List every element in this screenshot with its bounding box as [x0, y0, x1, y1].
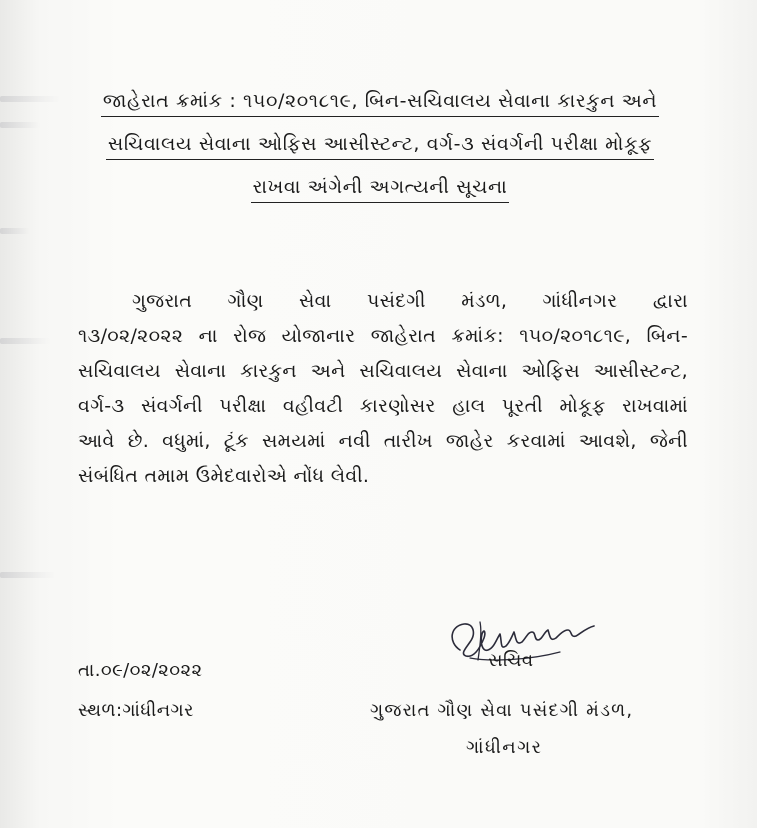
notice-heading: [40, 80, 720, 209]
bleed-through-mark: [0, 572, 55, 578]
heading-line-1: જાહેરાત ક્રમાંક : ૧૫૦/૨૦૧૮૧૯, બિન-સચિવાલય સેવાના કારકુન અને: [101, 86, 659, 117]
body-line-3: સચિવાલય સેવાના કારકુન અને સચિવાલય સેવાના ઓફિસ આસીસ્ટન્ટ,: [78, 360, 688, 382]
organization-name: ગુજરાત ગૌણ સેવા પસંદગી મંડળ,: [370, 700, 634, 721]
body-line-6: સંબંધિત તમામ ઉમેદવારોએ નોંધ લેવી.: [78, 465, 370, 487]
bleed-through-mark: [0, 338, 50, 344]
body-line-2: ૧૩/૦૨/૨૦૨૨ ના રોજ યોજાનાર જાહેરાત ક્રમાંક: ૧૫૦/૨૦૧૮૧૯, બિન-: [78, 325, 688, 347]
organization-city: ગાંધીનગર: [466, 737, 543, 758]
notice-body: [78, 284, 688, 494]
bleed-through-mark: [0, 228, 30, 234]
issue-place: સ્થળ:ગાંધીનગર: [78, 700, 194, 721]
signatory-title: સચિવ: [488, 650, 534, 671]
body-line-4: વર્ગ-૩ સંવર્ગની પરીક્ષા વહીવટી કારણોસર હાલ પૂરતી મોકૂફ રાખવામાં: [78, 395, 688, 417]
body-line-5: આવે છે. વધુમાં, ટૂંક સમયમાં નવી તારીખ જાહેર કરવામાં આવશે, જેની: [78, 430, 688, 452]
heading-line-2: સચિવાલય સેવાના ઓફિસ આસીસ્ટન્ટ, વર્ગ-૩ સંવર્ગની પરીક્ષા મોકૂફ: [106, 129, 654, 160]
bleed-through-mark: [0, 122, 40, 128]
heading-line-3: રાખવા અંગેની અગત્યની સૂચના: [251, 172, 510, 203]
body-line-1: ગુજરાત ગૌણ સેવા પસંદગી મંડળ, ગાંધીનગર દ્વારા: [132, 290, 688, 312]
issue-date: તા.૦૯/૦૨/૨૦૨૨: [78, 660, 203, 681]
